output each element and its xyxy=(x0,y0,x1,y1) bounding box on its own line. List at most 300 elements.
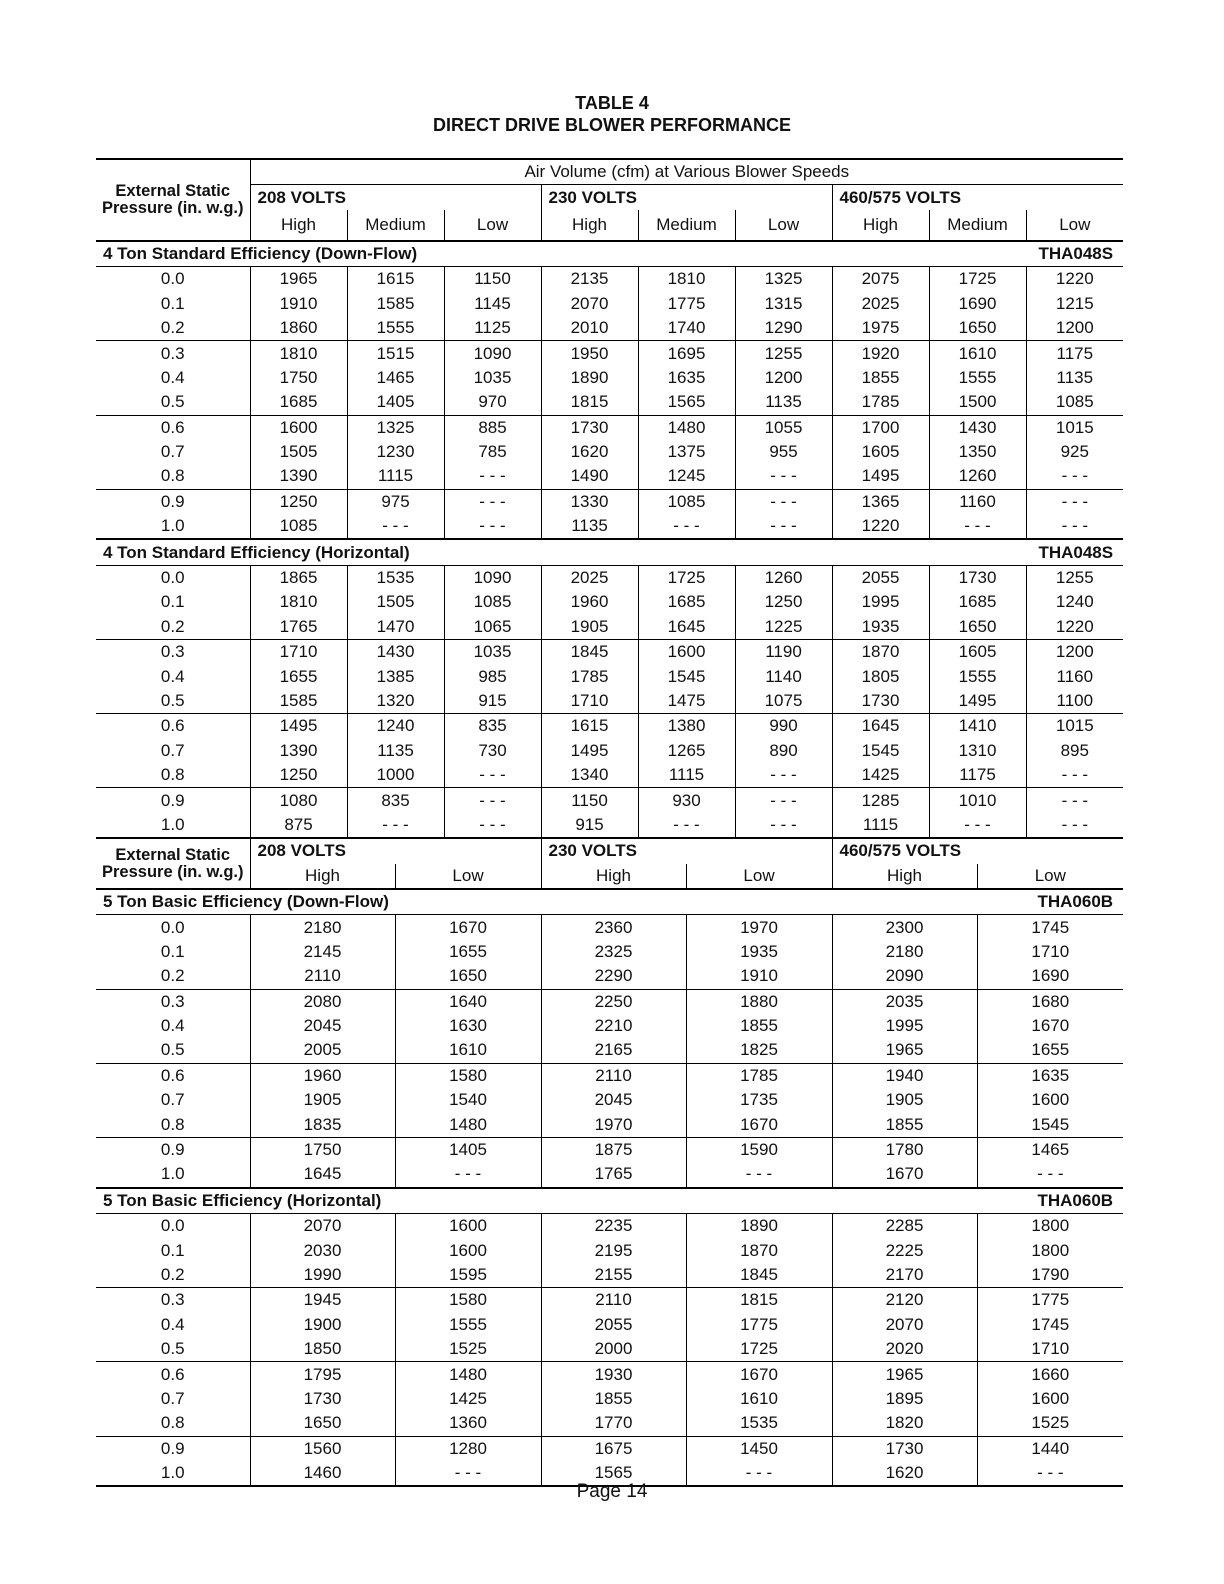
cfm-cell: 2120 xyxy=(832,1288,977,1313)
cfm-cell: 2000 xyxy=(541,1337,686,1362)
cfm-cell: 1175 xyxy=(1026,341,1123,366)
cfm-cell: 1850 xyxy=(250,1337,395,1362)
esp-header: External Static Pressure (in. w.g.) xyxy=(96,159,250,241)
data-row xyxy=(96,1362,1123,1387)
cfm-cell: 1240 xyxy=(1026,590,1123,614)
cfm-cell: 1555 xyxy=(929,366,1026,390)
cfm-cell: 1865 xyxy=(250,565,347,590)
cfm-cell: 1905 xyxy=(250,1088,395,1112)
cfm-cell: 1055 xyxy=(735,415,832,440)
data-row xyxy=(96,514,1123,539)
cfm-cell: 1765 xyxy=(250,615,347,640)
data-row xyxy=(96,1162,1123,1187)
cfm-cell: 1405 xyxy=(347,390,444,415)
cfm-cell: 1670 xyxy=(686,1112,832,1137)
cfm-cell: 1580 xyxy=(395,1288,541,1313)
cfm-cell: 1750 xyxy=(250,1137,395,1162)
cfm-cell: 990 xyxy=(735,714,832,739)
cfm-cell: 1135 xyxy=(1026,366,1123,390)
cfm-cell: 1085 xyxy=(1026,390,1123,415)
cfm-cell: 1890 xyxy=(541,366,638,390)
cfm-cell: 1150 xyxy=(541,788,638,813)
data-row xyxy=(96,1313,1123,1337)
static-pressure-cell: 0.1 xyxy=(160,592,185,612)
cfm-cell: 915 xyxy=(444,689,541,714)
cfm-cell: 1075 xyxy=(735,689,832,714)
cfm-cell: 1670 xyxy=(686,1362,832,1387)
cfm-cell: 2010 xyxy=(541,316,638,341)
cfm-cell: 1910 xyxy=(250,292,347,316)
static-pressure-cell: 0.5 xyxy=(160,392,185,412)
cfm-cell: 2110 xyxy=(541,1288,686,1313)
data-row xyxy=(96,615,1123,640)
cfm-cell: 1675 xyxy=(541,1436,686,1461)
cfm-cell: 1905 xyxy=(541,615,638,640)
data-row xyxy=(96,915,1123,940)
data-row xyxy=(96,464,1123,489)
cfm-cell: 1250 xyxy=(735,590,832,614)
speed-header: Low xyxy=(1026,210,1123,241)
cfm-cell: 1600 xyxy=(638,640,735,665)
cfm-cell: 2360 xyxy=(541,915,686,940)
data-row xyxy=(96,1337,1123,1362)
speed-header: High xyxy=(541,864,686,889)
blower-performance-table xyxy=(96,158,1121,1487)
cfm-cell: 1260 xyxy=(735,565,832,590)
cfm-cell: 1200 xyxy=(1026,640,1123,665)
volts-header: 208 VOLTS xyxy=(250,838,541,863)
cfm-cell: 1890 xyxy=(686,1214,832,1239)
cfm-cell: 1115 xyxy=(347,464,444,489)
cfm-cell: - - - xyxy=(735,813,832,838)
data-row xyxy=(96,415,1123,440)
cfm-cell: 1645 xyxy=(638,615,735,640)
static-pressure-cell: 0.3 xyxy=(96,989,250,1014)
data-row xyxy=(96,1214,1123,1239)
cfm-cell: 2135 xyxy=(541,267,638,292)
cfm-cell: 1815 xyxy=(686,1288,832,1313)
cfm-cell: 1780 xyxy=(832,1137,977,1162)
cfm-cell: 1730 xyxy=(250,1387,395,1411)
cfm-cell: 1995 xyxy=(832,1014,977,1038)
cfm-cell: 1080 xyxy=(250,788,347,813)
cfm-cell: 1710 xyxy=(250,640,347,665)
static-pressure-cell: 0.2 xyxy=(160,1264,185,1284)
cfm-cell: 1135 xyxy=(541,514,638,539)
speed-header: Low xyxy=(395,864,541,889)
cfm-cell: 1320 xyxy=(347,689,444,714)
cfm-cell: - - - xyxy=(929,514,1026,539)
cfm-cell: 2285 xyxy=(832,1214,977,1239)
cfm-cell: 930 xyxy=(638,788,735,813)
cfm-cell: 1650 xyxy=(929,316,1026,341)
speed-header: Medium xyxy=(929,210,1026,241)
cfm-cell: 2055 xyxy=(832,565,929,590)
cfm-cell: 1635 xyxy=(638,366,735,390)
cfm-cell: 1855 xyxy=(541,1387,686,1411)
cfm-cell: 1620 xyxy=(832,1461,977,1486)
cfm-cell: 1650 xyxy=(250,1411,395,1436)
cfm-cell: 1745 xyxy=(977,1313,1123,1337)
cfm-cell: 2070 xyxy=(541,292,638,316)
cfm-cell: 1615 xyxy=(541,714,638,739)
cfm-cell: 1555 xyxy=(395,1313,541,1337)
cfm-cell: 1730 xyxy=(541,415,638,440)
cfm-cell: 1220 xyxy=(1026,615,1123,640)
cfm-cell: 1465 xyxy=(977,1137,1123,1162)
cfm-cell: 2180 xyxy=(832,940,977,964)
cfm-cell: 1135 xyxy=(347,739,444,763)
cfm-cell: 1595 xyxy=(395,1263,541,1288)
cfm-cell: 1835 xyxy=(250,1112,395,1137)
cfm-cell: 1645 xyxy=(250,1162,395,1187)
cfm-cell: 1710 xyxy=(541,689,638,714)
cfm-cell: - - - xyxy=(1026,788,1123,813)
cfm-cell: 1685 xyxy=(929,590,1026,614)
cfm-cell: 1615 xyxy=(347,267,444,292)
cfm-cell: 1585 xyxy=(250,689,347,714)
cfm-cell: 1035 xyxy=(444,366,541,390)
speed-header-row xyxy=(96,864,1123,889)
cfm-cell: 1940 xyxy=(832,1063,977,1088)
cfm-cell: 885 xyxy=(444,415,541,440)
static-pressure-cell: 0.7 xyxy=(160,442,185,462)
static-pressure-cell: 0.7 xyxy=(160,1388,185,1408)
cfm-cell: 2325 xyxy=(541,940,686,964)
cfm-cell: 1500 xyxy=(929,390,1026,415)
cfm-cell: 1845 xyxy=(686,1263,832,1288)
cfm-cell: 1855 xyxy=(686,1014,832,1038)
cfm-cell: 1145 xyxy=(444,292,541,316)
cfm-cell: 2290 xyxy=(541,964,686,989)
static-pressure-cell: 0.6 xyxy=(96,714,250,739)
cfm-cell: 1545 xyxy=(832,739,929,763)
cfm-cell: 1590 xyxy=(686,1137,832,1162)
cfm-cell: 1015 xyxy=(1026,415,1123,440)
static-pressure-cell: 0.9 xyxy=(96,1137,250,1162)
cfm-cell: 1140 xyxy=(735,664,832,688)
model-number: THA048S xyxy=(832,539,1123,565)
cfm-cell: 1160 xyxy=(929,489,1026,514)
cfm-cell: 1265 xyxy=(638,739,735,763)
section-title: 4 Ton Standard Efficiency (Down-Flow) xyxy=(96,241,832,267)
cfm-cell: 1785 xyxy=(832,390,929,415)
speed-header: Low xyxy=(735,210,832,241)
cfm-cell: - - - xyxy=(347,514,444,539)
section-header-row xyxy=(96,539,1123,565)
cfm-cell: 1480 xyxy=(638,415,735,440)
cfm-cell: 1960 xyxy=(250,1063,395,1088)
cfm-cell: 1965 xyxy=(832,1362,977,1387)
cfm-cell: 1655 xyxy=(395,940,541,964)
speed-header-row xyxy=(96,210,1123,241)
cfm-cell: 785 xyxy=(444,440,541,464)
cfm-cell: 1465 xyxy=(347,366,444,390)
cfm-cell: - - - xyxy=(735,788,832,813)
data-row xyxy=(96,341,1123,366)
cfm-cell: 2030 xyxy=(250,1238,395,1262)
cfm-cell: 1315 xyxy=(735,292,832,316)
speed-header: Low xyxy=(686,864,832,889)
cfm-cell: 1770 xyxy=(541,1411,686,1436)
cfm-cell: 1085 xyxy=(250,514,347,539)
cfm-cell: 1505 xyxy=(347,590,444,614)
cfm-cell: - - - xyxy=(444,489,541,514)
cfm-cell: 1685 xyxy=(638,590,735,614)
speed-header: Low xyxy=(444,210,541,241)
cfm-cell: 1350 xyxy=(929,440,1026,464)
speed-header: High xyxy=(250,210,347,241)
cfm-cell: 1965 xyxy=(250,267,347,292)
cfm-cell: 1600 xyxy=(250,415,347,440)
cfm-cell: 1785 xyxy=(541,664,638,688)
data-row xyxy=(96,1238,1123,1262)
cfm-cell: 2035 xyxy=(832,989,977,1014)
speed-header: Medium xyxy=(347,210,444,241)
cfm-cell: 1610 xyxy=(395,1038,541,1063)
cfm-cell: 1730 xyxy=(832,689,929,714)
data-row xyxy=(96,640,1123,665)
data-row xyxy=(96,788,1123,813)
cfm-cell: 1725 xyxy=(929,267,1026,292)
cfm-cell: 2070 xyxy=(832,1313,977,1337)
static-pressure-cell: 0.9 xyxy=(96,788,250,813)
cfm-cell: 1775 xyxy=(977,1288,1123,1313)
cfm-cell: 1815 xyxy=(541,390,638,415)
cfm-cell: 1325 xyxy=(347,415,444,440)
cfm-cell: 1515 xyxy=(347,341,444,366)
cfm-cell: 1735 xyxy=(686,1088,832,1112)
cfm-cell: 1240 xyxy=(347,714,444,739)
cfm-cell: 2165 xyxy=(541,1038,686,1063)
static-pressure-cell: 0.7 xyxy=(160,1090,185,1110)
model-number: THA060B xyxy=(832,1188,1123,1214)
cfm-cell: - - - xyxy=(686,1162,832,1187)
cfm-cell: 1450 xyxy=(686,1436,832,1461)
cfm-cell: - - - xyxy=(686,1461,832,1486)
cfm-cell: 1100 xyxy=(1026,689,1123,714)
cfm-cell: 1375 xyxy=(638,440,735,464)
cfm-cell: 1990 xyxy=(250,1263,395,1288)
cfm-cell: 1870 xyxy=(686,1238,832,1262)
cfm-cell: 1490 xyxy=(541,464,638,489)
cfm-cell: 2025 xyxy=(832,292,929,316)
cfm-cell: 1740 xyxy=(638,316,735,341)
cfm-cell: 1365 xyxy=(832,489,929,514)
cfm-cell: 1225 xyxy=(735,615,832,640)
cfm-cell: 1255 xyxy=(735,341,832,366)
cfm-cell: 1860 xyxy=(250,316,347,341)
cfm-cell: 1525 xyxy=(977,1411,1123,1436)
cfm-cell: 1175 xyxy=(929,763,1026,788)
cfm-cell: 1875 xyxy=(541,1137,686,1162)
static-pressure-cell: 0.0 xyxy=(96,915,250,940)
cfm-cell: 1690 xyxy=(977,964,1123,989)
cfm-cell: - - - xyxy=(735,514,832,539)
volts-header-row xyxy=(96,185,1123,210)
cfm-cell: 1325 xyxy=(735,267,832,292)
cfm-cell: 1825 xyxy=(686,1038,832,1063)
cfm-cell: 2300 xyxy=(832,915,977,940)
cfm-cell: 1255 xyxy=(1026,565,1123,590)
cfm-cell: 2070 xyxy=(250,1214,395,1239)
cfm-cell: 1605 xyxy=(832,440,929,464)
cfm-cell: - - - xyxy=(638,813,735,838)
cfm-cell: 1960 xyxy=(541,590,638,614)
cfm-cell: 1200 xyxy=(735,366,832,390)
cfm-cell: 2170 xyxy=(832,1263,977,1288)
cfm-cell: 1880 xyxy=(686,989,832,1014)
cfm-cell: 1410 xyxy=(929,714,1026,739)
cfm-cell: 2020 xyxy=(832,1337,977,1362)
static-pressure-cell: 0.2 xyxy=(160,966,185,986)
cfm-cell: 2110 xyxy=(250,964,395,989)
table-number: TABLE 4 xyxy=(575,93,649,113)
cfm-cell: 1650 xyxy=(929,615,1026,640)
cfm-cell: 1535 xyxy=(347,565,444,590)
volts-header: 460/575 VOLTS xyxy=(832,185,1123,210)
cfm-cell: 1820 xyxy=(832,1411,977,1436)
cfm-cell: 1600 xyxy=(395,1214,541,1239)
cfm-cell: 2025 xyxy=(541,565,638,590)
cfm-cell: 1125 xyxy=(444,316,541,341)
cfm-cell: 1245 xyxy=(638,464,735,489)
cfm-cell: 1610 xyxy=(686,1387,832,1411)
static-pressure-cell: 1.0 xyxy=(160,1164,185,1184)
cfm-cell: 1580 xyxy=(395,1063,541,1088)
cfm-cell: 1810 xyxy=(250,341,347,366)
cfm-cell: - - - xyxy=(977,1461,1123,1486)
cfm-cell: 2155 xyxy=(541,1263,686,1288)
data-row xyxy=(96,664,1123,688)
cfm-cell: 1975 xyxy=(832,316,929,341)
cfm-cell: 1795 xyxy=(250,1362,395,1387)
cfm-cell: 1495 xyxy=(541,739,638,763)
static-pressure-cell: 0.8 xyxy=(160,1114,185,1134)
cfm-cell: 1935 xyxy=(686,940,832,964)
cfm-cell: 1405 xyxy=(395,1137,541,1162)
cfm-cell: 1260 xyxy=(929,464,1026,489)
speed-header: High xyxy=(541,210,638,241)
data-row xyxy=(96,1014,1123,1038)
speed-header: Medium xyxy=(638,210,735,241)
cfm-cell: 1845 xyxy=(541,640,638,665)
static-pressure-cell: 0.8 xyxy=(160,765,185,785)
cfm-cell: 1505 xyxy=(250,440,347,464)
speed-header: High xyxy=(250,864,395,889)
static-pressure-cell: 0.1 xyxy=(160,941,185,961)
cfm-cell: 1710 xyxy=(977,940,1123,964)
cfm-cell: 1725 xyxy=(638,565,735,590)
cfm-cell: 1150 xyxy=(444,267,541,292)
static-pressure-cell: 0.8 xyxy=(160,466,185,486)
cfm-cell: - - - xyxy=(444,464,541,489)
data-row xyxy=(96,1038,1123,1063)
cfm-cell: 1085 xyxy=(638,489,735,514)
data-row xyxy=(96,590,1123,614)
data-row xyxy=(96,1063,1123,1088)
data-row xyxy=(96,1088,1123,1112)
static-pressure-cell: 0.6 xyxy=(96,1362,250,1387)
cfm-cell: - - - xyxy=(735,489,832,514)
cfm-cell: 835 xyxy=(444,714,541,739)
cfm-cell: 1670 xyxy=(395,915,541,940)
cfm-cell: 1690 xyxy=(929,292,1026,316)
cfm-cell: 1935 xyxy=(832,615,929,640)
cfm-cell: 2075 xyxy=(832,267,929,292)
page-number: Page 14 xyxy=(576,1481,648,1502)
esp-header: External Static Pressure (in. w.g.) xyxy=(96,838,250,889)
cfm-cell: 1495 xyxy=(250,714,347,739)
data-row xyxy=(96,964,1123,989)
cfm-cell: 1620 xyxy=(541,440,638,464)
volts-header: 230 VOLTS xyxy=(541,838,832,863)
cfm-cell: 1670 xyxy=(977,1014,1123,1038)
cfm-cell: - - - xyxy=(444,763,541,788)
cfm-cell: 1010 xyxy=(929,788,1026,813)
cfm-cell: 2145 xyxy=(250,940,395,964)
cfm-cell: 1560 xyxy=(250,1436,395,1461)
data-row xyxy=(96,292,1123,316)
cfm-cell: 1015 xyxy=(1026,714,1123,739)
volts-header: 230 VOLTS xyxy=(541,185,832,210)
cfm-cell: 1700 xyxy=(832,415,929,440)
data-row xyxy=(96,267,1123,292)
cfm-cell: 1805 xyxy=(832,664,929,688)
cfm-cell: 1390 xyxy=(250,464,347,489)
cfm-cell: - - - xyxy=(444,813,541,838)
data-row xyxy=(96,440,1123,464)
cfm-cell: 1810 xyxy=(638,267,735,292)
cfm-cell: 1730 xyxy=(832,1436,977,1461)
cfm-cell: 1535 xyxy=(686,1411,832,1436)
cfm-cell: 1280 xyxy=(395,1436,541,1461)
cfm-cell: 925 xyxy=(1026,440,1123,464)
static-pressure-cell: 0.4 xyxy=(160,1314,185,1334)
cfm-cell: 1555 xyxy=(347,316,444,341)
cfm-cell: 2180 xyxy=(250,915,395,940)
cfm-cell: 1630 xyxy=(395,1014,541,1038)
cfm-cell: 1945 xyxy=(250,1288,395,1313)
cfm-cell: 1290 xyxy=(735,316,832,341)
cfm-cell: 915 xyxy=(541,813,638,838)
cfm-cell: 1565 xyxy=(638,390,735,415)
cfm-cell: 1065 xyxy=(444,615,541,640)
cfm-cell: - - - xyxy=(735,464,832,489)
cfm-cell: 1810 xyxy=(250,590,347,614)
data-row xyxy=(96,1436,1123,1461)
cfm-cell: 1565 xyxy=(541,1461,686,1486)
static-pressure-cell: 0.0 xyxy=(96,1214,250,1239)
static-pressure-cell: 0.4 xyxy=(160,1016,185,1036)
static-pressure-cell: 0.0 xyxy=(96,565,250,590)
data-row xyxy=(96,1288,1123,1313)
cfm-cell: 1540 xyxy=(395,1088,541,1112)
data-row xyxy=(96,1387,1123,1411)
cfm-cell: 1775 xyxy=(638,292,735,316)
model-number: THA060B xyxy=(832,889,1123,915)
cfm-cell: 1495 xyxy=(929,689,1026,714)
cfm-cell: 1855 xyxy=(832,1112,977,1137)
speed-header: Low xyxy=(977,864,1123,889)
header-row xyxy=(96,838,1123,863)
cfm-cell: 1685 xyxy=(250,390,347,415)
data-row xyxy=(96,689,1123,714)
cfm-cell: 2005 xyxy=(250,1038,395,1063)
cfm-cell: 1545 xyxy=(638,664,735,688)
cfm-cell: 1215 xyxy=(1026,292,1123,316)
cfm-cell: 1895 xyxy=(832,1387,977,1411)
